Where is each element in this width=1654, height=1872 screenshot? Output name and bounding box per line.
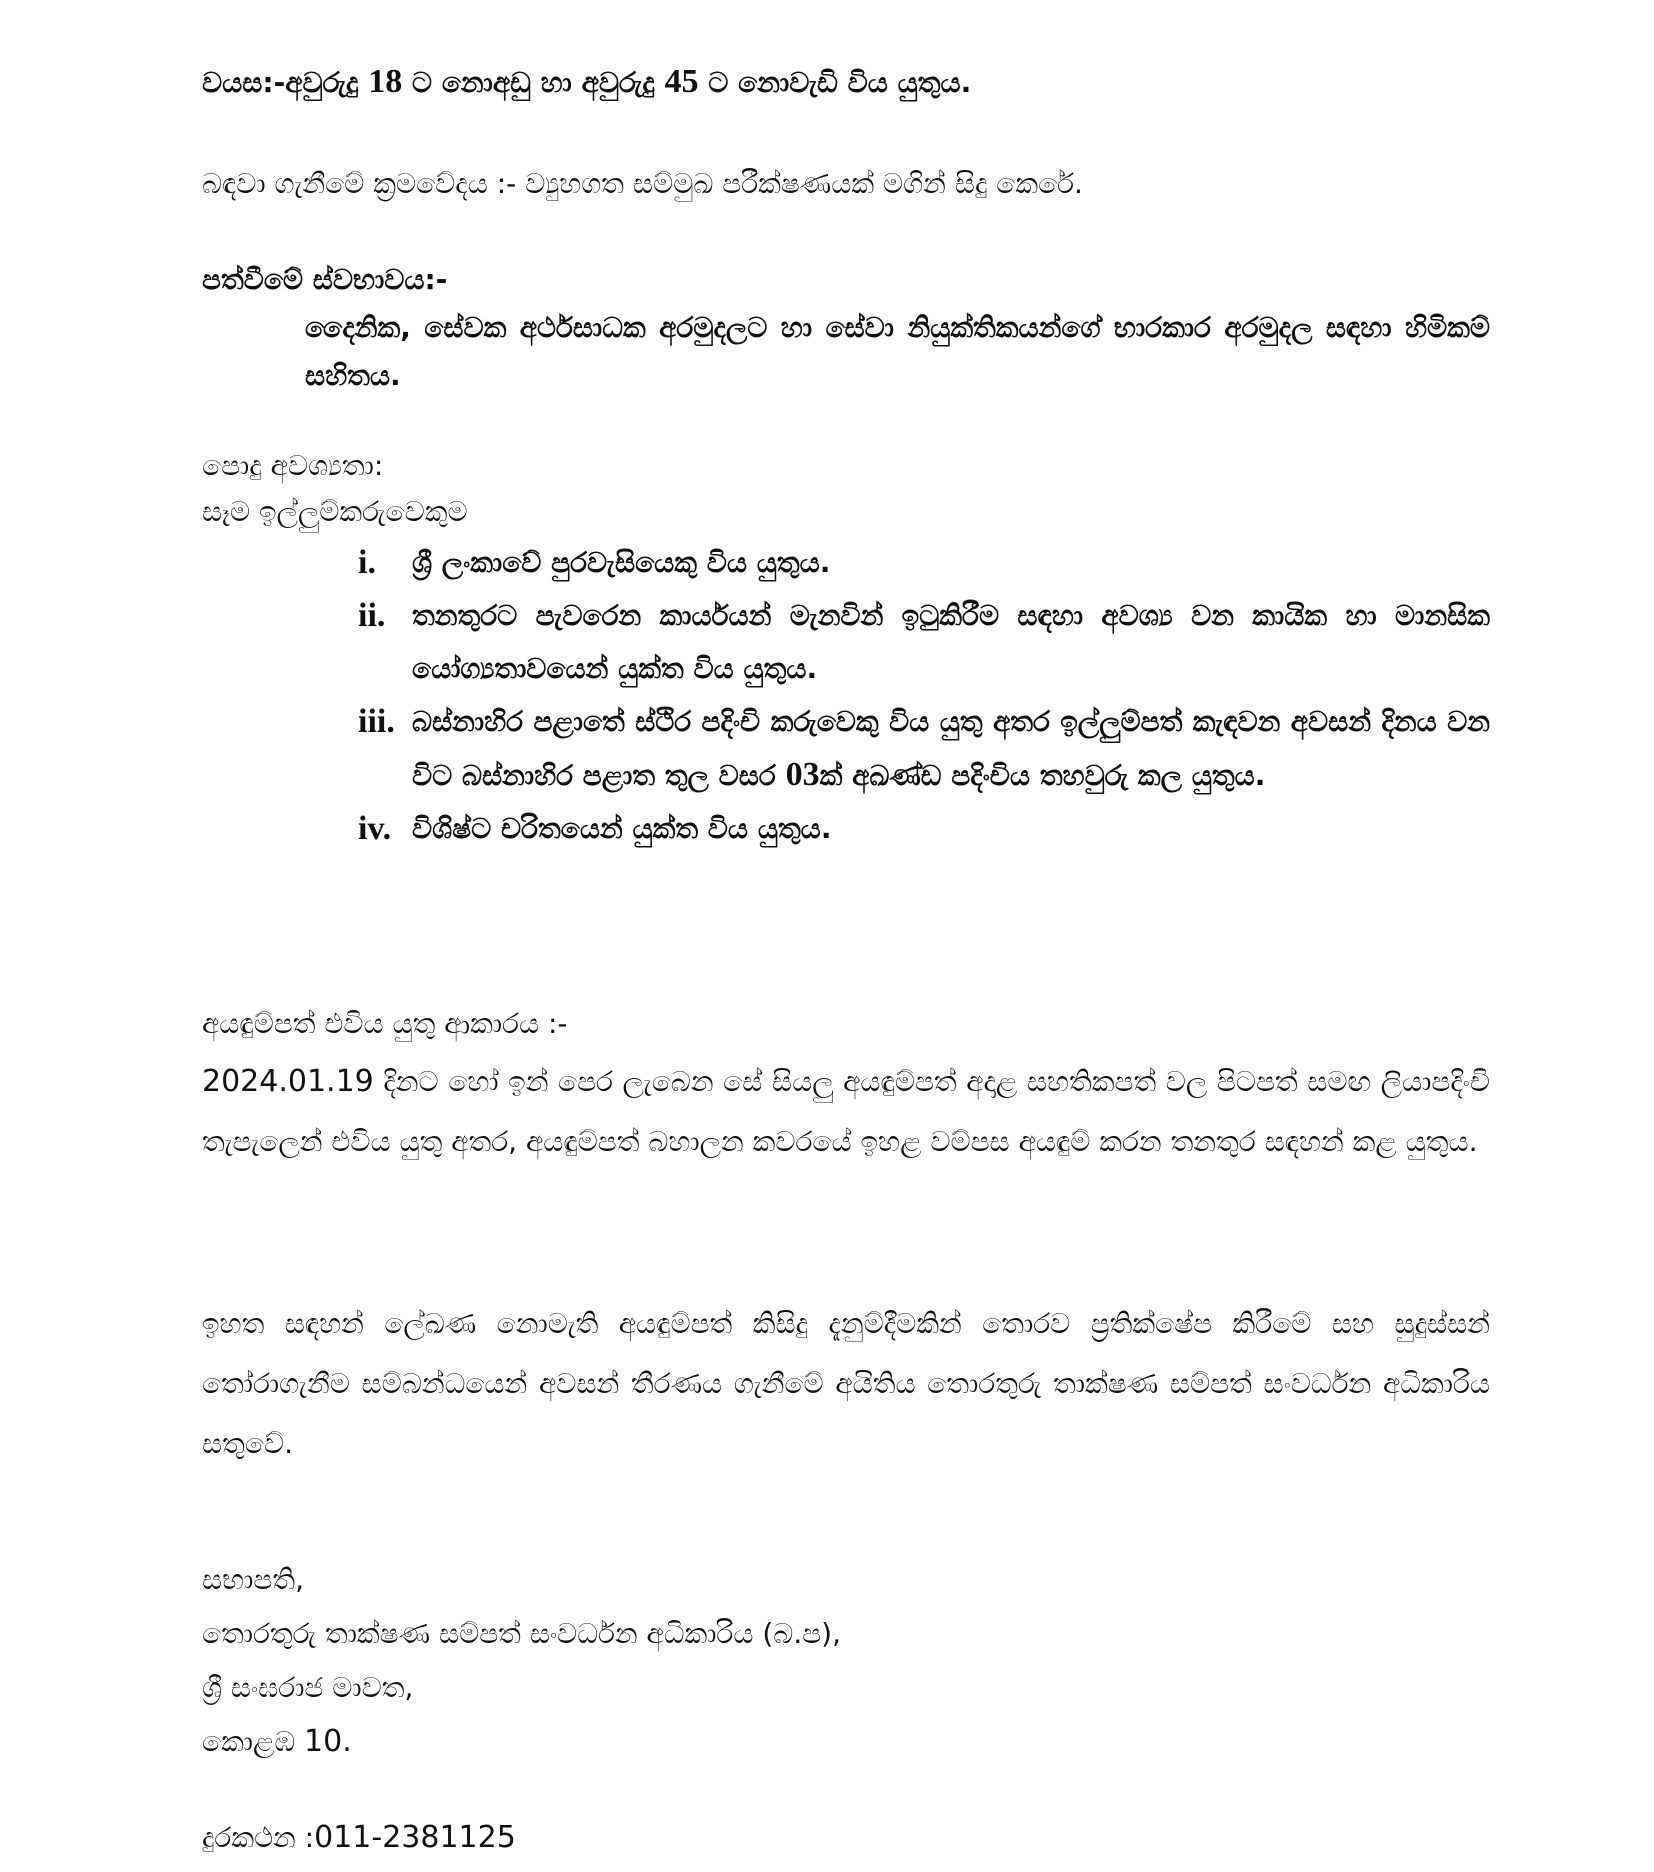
appointment-nature-text: දෛනික, සේවක අර්ථසාධක අරමුදලට හා සේවා නියුක්තිකයන්ගේ භාරකාර අරමුදල සඳහා හිමිකම් සහිතය. xyxy=(305,311,1490,392)
list-numeral: iv. xyxy=(358,810,392,847)
address-postal-code: 10. xyxy=(304,1724,352,1759)
list-numeral: ii. xyxy=(358,597,386,634)
age-text-2: ට නොඅඩු හා අවුරුදු xyxy=(402,66,665,99)
general-requirements-heading: පොදු අවශ්‍යතා: xyxy=(202,449,384,482)
appointment-nature-label: පත්වීමේ ස්වභාවය:- xyxy=(202,263,448,296)
phone-label: දුරකථන : xyxy=(202,1821,315,1854)
age-min: 18 xyxy=(368,63,403,100)
rejection-notice: ඉහත සඳහන් ලේඛණ නොමැති අයඳුම්පත් කිසිදු දැනුම්දීමකින් තොරව ප්‍රතික්ෂේප කිරීමේ සහ සුදුස්සන් තෝරාගැනීම සම්බන්ධයෙන් අවසන් තීරණය ගැනීමේ අයිතිය තොරතුරු තාක්ෂණ සම්පත් සංවර්ධන අධිකාරිය සතුවේ. xyxy=(202,1307,1490,1460)
list-item xyxy=(358,536,1490,589)
list-item-text-b: ක් අඛණ්ඩ පදිංචිය තහවුරු කල යුතුය. xyxy=(819,759,1266,792)
address-line-1: සභාපති, xyxy=(202,1563,304,1596)
list-item-text: විශිෂ්ට චරිතයෙන් යුක්ත විය යුතුය. xyxy=(412,812,832,845)
application-deadline: 2024.01.19 xyxy=(202,1064,374,1099)
application-method-text xyxy=(202,1052,1490,1172)
address-line-3: ශ්‍රී සංඝරාජ මාවත, xyxy=(202,1671,414,1704)
address-line-2: තොරතුරු තාක්ෂණ සම්පත් සංවර්ධන අධිකාරිය (බ.ප), xyxy=(202,1617,842,1650)
list-numeral: i. xyxy=(358,544,376,581)
recruitment-text: ව්‍යුහගත සම්මුඛ පරීක්ෂණයක් මගින් සිදු කෙරේ. xyxy=(525,167,1083,200)
list-numeral: iii. xyxy=(358,703,395,740)
general-requirements-subheading: සෑම ඉල්ලුම්කරුවෙකුම xyxy=(202,495,468,528)
list-item-text: ශ්‍රී ලංකාවේ පුරවැසියෙකු විය යුතුය. xyxy=(412,546,831,579)
list-item-text-a: බස්නාහිර පළාතේ ස්ථිර පදිංචි කරුවෙකු විය යුතු අතර ඉල්ලුම්පත් කැඳවන අවසන් දිනය වන විට බස්නාහිර පළාත තුල වසර xyxy=(412,705,1490,792)
age-text-3: ට නොවැඩි විය යුතුය. xyxy=(698,66,972,99)
list-item xyxy=(358,802,1490,855)
age-max: 45 xyxy=(664,63,699,100)
age-requirement xyxy=(202,62,971,103)
phone-line xyxy=(202,1818,516,1858)
list-item xyxy=(358,589,1490,695)
address-city: කොළඹ xyxy=(202,1725,305,1758)
application-method-heading: අයඳුම්පත් එවිය යුතු ආකාරය :- xyxy=(202,1007,568,1040)
age-text-1: අවුරුදු xyxy=(285,66,369,99)
application-instructions: දිනට හෝ ඉන් පෙර ලැබෙන සේ සියලු අයඳුම්පත් අදාළ සහතිකපත් වල පිටපත් සමඟ ලියාපදිංචි තැපැලෙන් එවිය යුතු අතර, අයඳුම්පත් බහාලන කවරයේ ඉහළ වම්පස අයඳුම් කරන තනතුර සඳහන් කළ යුතුය. xyxy=(202,1065,1490,1158)
recruitment-label: බඳවා ගැනීමේ ක්‍රමවේදය :- xyxy=(202,167,526,200)
recruitment-method xyxy=(202,164,1083,204)
age-label: වයස:- xyxy=(202,66,286,99)
list-item xyxy=(358,695,1490,802)
list-item-text: තනතුරට පැවරෙන කාර්යයන් මැනවින් ඉටුකිරීම සඳහා අවශ්‍ය වන කායික හා මානසික යෝග්‍යතාවයෙන් යුක්ත විය යුතුය. xyxy=(412,599,1490,685)
residence-years: 03 xyxy=(785,756,820,793)
requirements-list xyxy=(358,536,1490,855)
address-line-4 xyxy=(202,1722,352,1762)
phone-number: 011-2381125 xyxy=(314,1820,516,1855)
